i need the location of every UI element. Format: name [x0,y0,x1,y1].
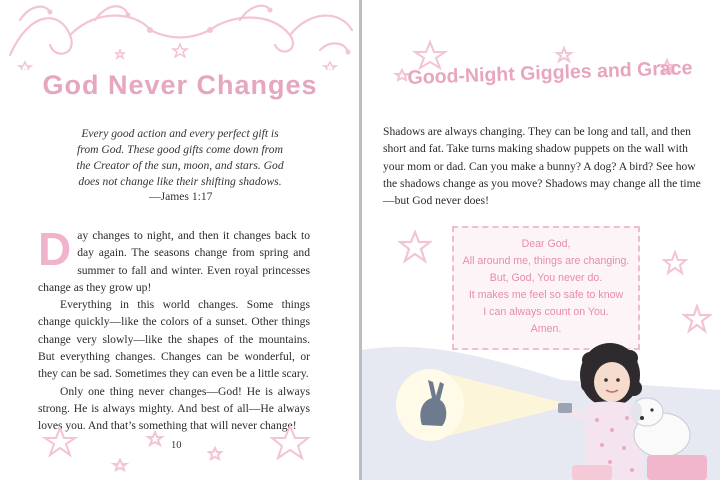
section-title: Good-Night Giggles and Grace [407,57,693,89]
girl-with-flashlight-illustration [362,330,720,480]
drop-cap: D [38,223,72,275]
paragraph-1 [38,223,310,296]
verse-line: does not change like their shifting shadows. [78,175,282,188]
prayer-line: But, God, You never do. [489,272,603,284]
right-page [362,0,720,480]
paragraph-3: Only one thing never changes—God! He is always strong. He is always mighty. And best of all—He always loves you. And that’s something that will never change! [38,384,310,433]
scripture-verse [58,126,302,190]
activity-text: Shadows are always changing. They can be long and tall, and then short and fat. Take turns making shadow puppets on the wall with your mom or dad. Can you make a bunny? A dog? A bird? See how the shadows change as you move? Shadows may change all the time—but God never does! [383,125,701,208]
star-icon [398,230,432,264]
verse-line: the Creator of the sun, moon, and stars. God [76,159,284,172]
prayer-line: It makes me feel so safe to know [468,289,624,301]
prayer-line: Dear God, [521,238,571,250]
swirl-decoration-top [0,0,360,70]
prayer-line: Amen. [530,323,562,335]
verse-line: Every good action and every perfect gift is [81,127,279,140]
prayer-text [454,236,638,338]
verse-line: from God. These good gifts come down from [77,143,283,156]
chapter-title: God Never Changes [42,70,318,100]
star-icon [662,250,688,276]
devotional-body [38,223,310,435]
prayer-line: All around me, things are changing. [462,255,630,267]
page-number: 10 [171,440,182,451]
prayer-line: I can always count on You. [483,306,609,318]
paragraph-2: Everything in this world changes. Some things change quickly—like the colors of a sunset. Other things change very slowly—like the shapes of the mountains. But everything changes. Changes can be wonderful, or they can be sad. Sometimes they can even be a little scary. [38,298,310,381]
paragraph-1-text: ay changes to night, and then it changes back to day again. The seasons change from spring and summer to fall and winter. Even royal princesses change as they grow up! [38,229,310,294]
verse-reference: —James 1:17 [149,190,213,203]
